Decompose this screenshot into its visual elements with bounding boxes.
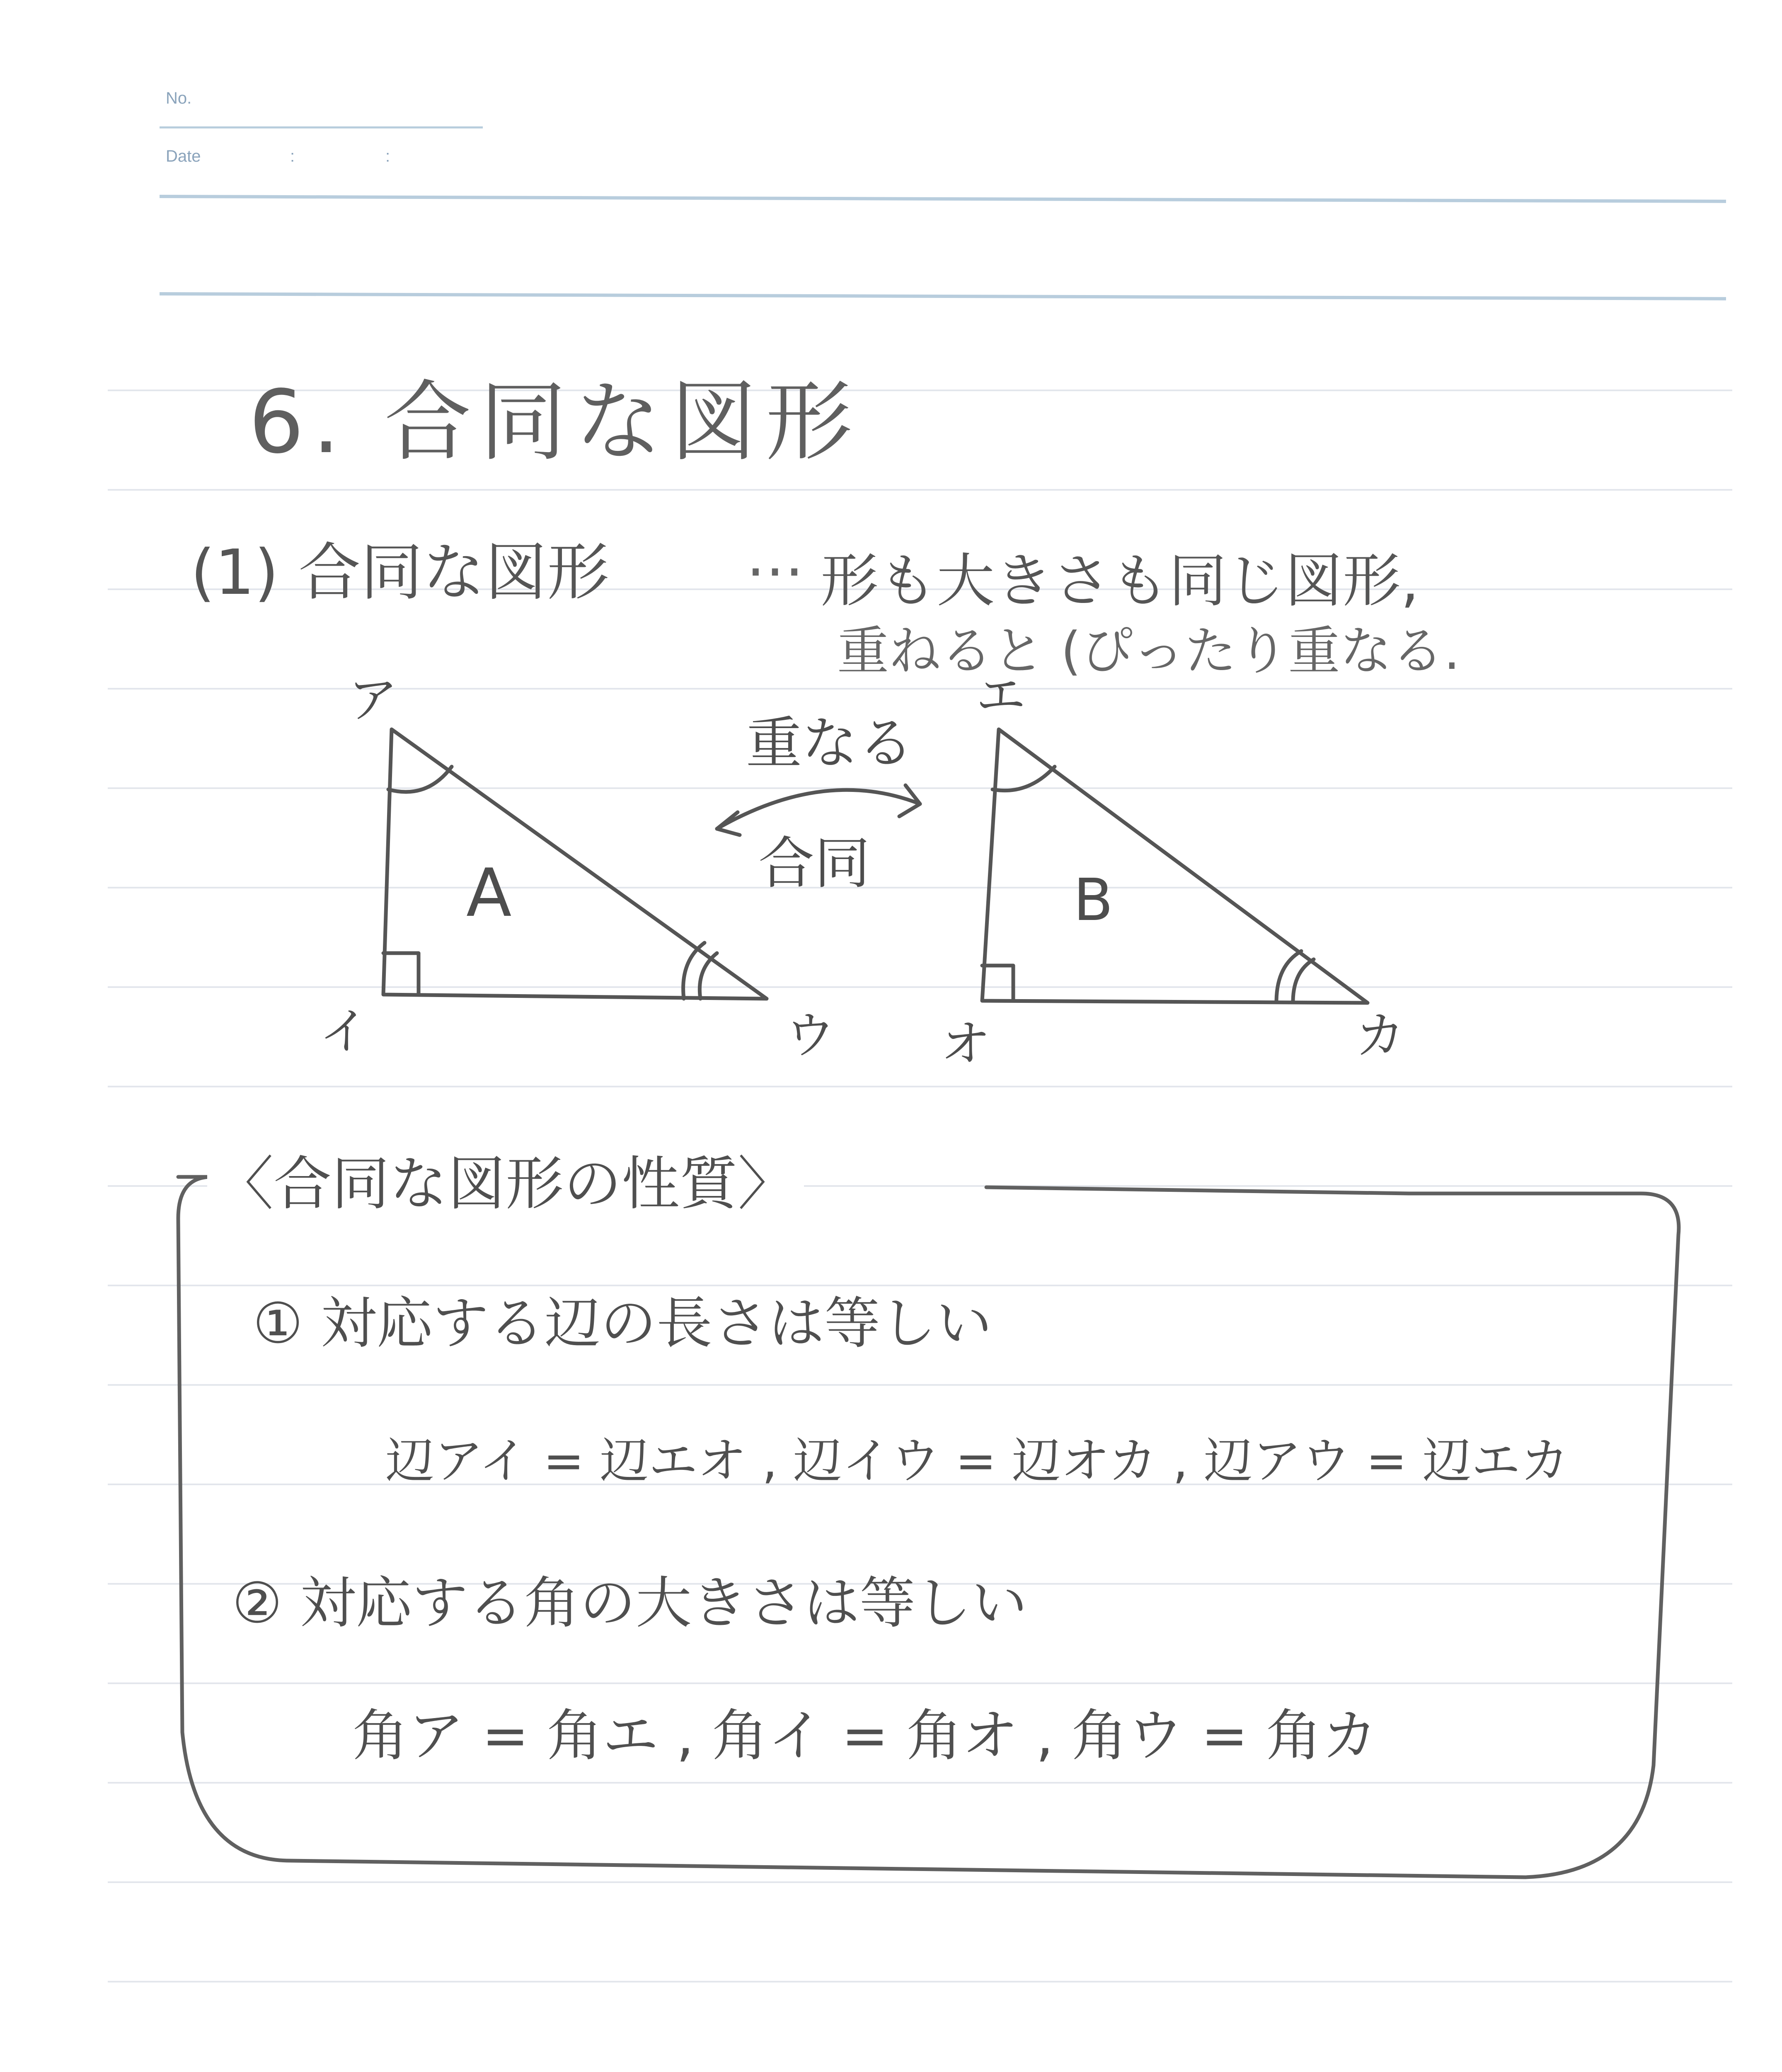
overlap-double-arrow xyxy=(717,790,920,829)
chapter-title: 6. 合同な図形 xyxy=(249,371,861,473)
section-heading: (1) 合同な図形 xyxy=(191,537,610,609)
definition-line-2: 重ねると (ぴったり重なる. xyxy=(837,621,1460,681)
triangle-b-base-angle-arc-2 xyxy=(1293,959,1314,1002)
triangle-a-apex-angle-arc xyxy=(388,767,452,792)
properties-box-title: 〈合同な図形の性質〉 xyxy=(207,1138,804,1221)
triangle-b-apex-angle-arc xyxy=(993,767,1055,791)
vertex-a-bottom-left: イ xyxy=(319,1003,369,1060)
definition-line-1: 形も大きさも同じ図形, xyxy=(821,547,1419,615)
vertex-a-bottom-right: ウ xyxy=(785,1007,835,1065)
property-1: ① 対応する辺の長さは等しい xyxy=(253,1291,992,1356)
overlap-label: 重なる xyxy=(746,711,914,776)
top-rule xyxy=(160,292,1726,300)
header-date-separator-1: : xyxy=(290,147,295,165)
header-date-separator-2: : xyxy=(385,147,390,165)
triangle-a-right-angle-mark xyxy=(383,953,419,995)
header-no-label: No. xyxy=(166,89,192,107)
ruled-line xyxy=(108,1981,1732,1982)
triangle-b-label: B xyxy=(1073,867,1114,934)
vertex-b-top: エ xyxy=(976,667,1026,725)
header-rule xyxy=(160,195,1726,203)
congruent-triangles-diagram xyxy=(0,663,1782,1119)
header-date-label: Date xyxy=(166,147,201,165)
property-2-detail: 角ア = 角エ , 角イ = 角オ , 角ウ = 角カ xyxy=(352,1703,1378,1768)
vertex-b-bottom-right: カ xyxy=(1355,1007,1405,1065)
vertex-a-top: ア xyxy=(348,671,398,729)
vertex-b-bottom-left: オ xyxy=(941,1015,990,1073)
property-2: ② 対応する角の大きさは等しい xyxy=(232,1571,1027,1636)
properties-box-outline xyxy=(0,1119,1782,1906)
heading-ellipsis: … xyxy=(746,522,804,590)
triangle-b-right-angle-mark xyxy=(982,966,1013,1001)
property-1-detail: 辺アイ = 辺エオ , 辺イウ = 辺オカ , 辺アウ = 辺エカ xyxy=(385,1432,1569,1489)
congruent-label: 合同 xyxy=(758,831,870,896)
triangle-a-label: A xyxy=(466,854,512,932)
ruled-line xyxy=(108,489,1732,491)
header-no-underline xyxy=(160,126,483,128)
